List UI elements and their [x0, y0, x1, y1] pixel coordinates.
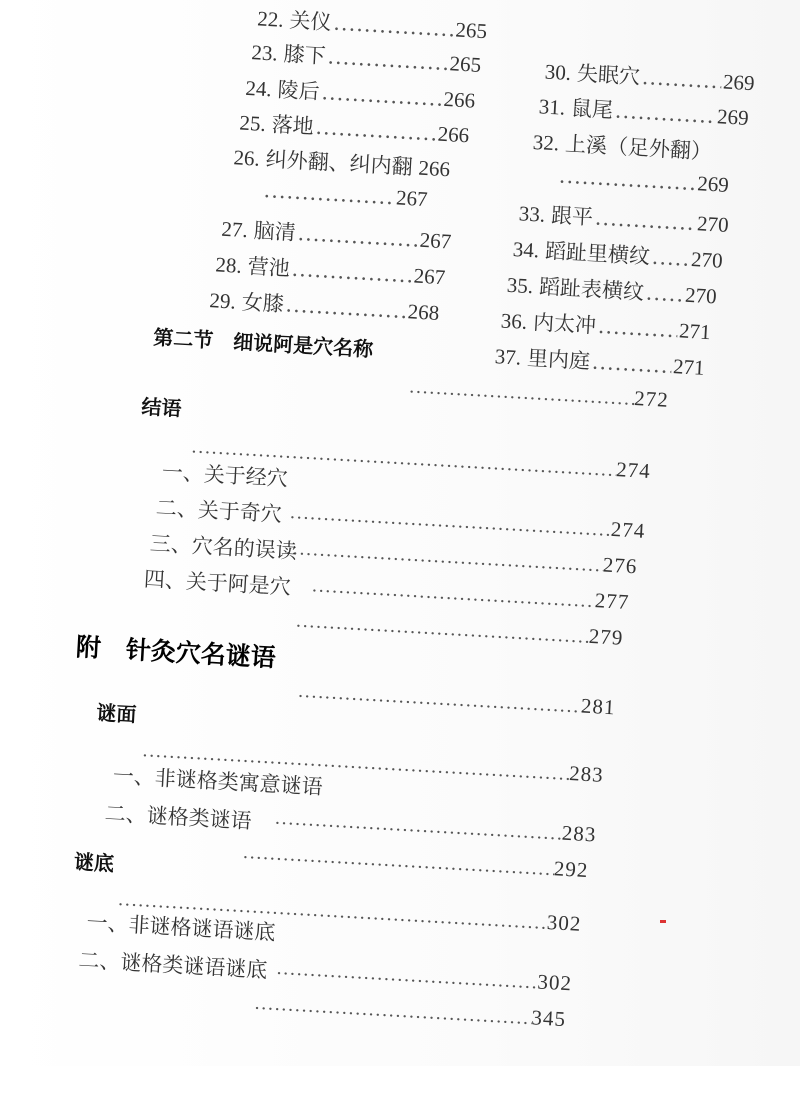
section-heading — [96, 697, 138, 728]
appendix-heading — [75, 627, 277, 674]
entry-number: 24. — [244, 75, 273, 102]
entry-title: 营池 — [247, 254, 291, 281]
entry-page: 277 — [594, 588, 631, 615]
entry-number: 32. — [532, 129, 560, 156]
section-page: 274 — [615, 457, 652, 484]
entry-leader — [254, 990, 567, 1032]
entry-number: 27. — [220, 216, 249, 243]
entry-number: 36. — [500, 308, 528, 334]
entry-page: 270 — [690, 247, 724, 273]
entry-title: 二、关于奇穴 — [155, 495, 283, 527]
entry-title: 四、关于阿是穴 — [143, 566, 292, 600]
toc-entry — [143, 563, 291, 601]
leader-dots — [597, 314, 677, 342]
toc-entry — [512, 233, 723, 275]
entry-number: 37. — [494, 344, 522, 370]
section-title: 第二节 细说阿是穴名称 — [152, 325, 374, 362]
entry-page: 270 — [684, 282, 718, 309]
entry-page: 271 — [678, 318, 712, 345]
entry-title: 里内庭 — [526, 345, 591, 374]
entry-page: 268 — [407, 299, 440, 325]
appendix-page: 281 — [580, 693, 617, 720]
leader-dots — [641, 65, 721, 93]
toc-entry — [518, 197, 729, 239]
entry-title: 蹈趾里横纹 — [544, 238, 651, 269]
entry-page: 267 — [419, 227, 452, 254]
entry-number: 23. — [250, 40, 279, 66]
entry-number: 30. — [544, 59, 572, 85]
leader-dots — [614, 99, 715, 129]
leader-dots — [645, 281, 684, 307]
entry-title: 陵后 — [277, 77, 321, 104]
entry-title: 跟平 — [550, 203, 594, 230]
entry-number: 33. — [518, 201, 546, 227]
leader-dots — [254, 993, 532, 1029]
toc-entry — [221, 213, 452, 256]
entry-page: 266 — [437, 121, 470, 148]
entry-page: 267 — [395, 185, 429, 212]
toc-entry — [500, 304, 711, 346]
entry-leader — [276, 955, 573, 996]
entry-title: 鼠尾 — [570, 96, 614, 123]
entry-page: 292 — [553, 856, 590, 883]
entry-leader — [311, 572, 630, 615]
toc-entry — [161, 456, 288, 493]
section-heading — [141, 391, 183, 422]
entry-page: 279 — [588, 623, 625, 650]
appendix-leader — [297, 678, 616, 721]
toc-entry — [104, 797, 252, 835]
entry-page: 276 — [602, 552, 639, 579]
entry-title: 二、谜格类谜语谜底 — [77, 947, 268, 983]
leader-dots — [333, 11, 454, 42]
section-leader — [408, 373, 669, 412]
section-heading — [73, 846, 115, 877]
entry-page: 345 — [530, 1005, 567, 1032]
section-page: 283 — [568, 760, 605, 787]
toc-entry — [538, 90, 749, 132]
leader-dots — [327, 44, 448, 75]
entry-page: 265 — [449, 51, 482, 77]
section-page: 272 — [633, 386, 670, 412]
toc-entry-continued — [261, 178, 428, 212]
toc-entry — [78, 944, 268, 985]
entry-number: 34. — [512, 237, 540, 263]
entry-page: 267 — [413, 263, 446, 290]
section-title: 谜底 — [73, 849, 115, 876]
leader-dots — [594, 206, 695, 236]
entry-title: 三、穴名的误读 — [149, 531, 298, 564]
entry-title: 上溪（足外翻） — [564, 131, 713, 164]
section-title: 谜面 — [95, 700, 137, 727]
toc-entry-continued — [556, 163, 729, 198]
entry-title: 一、关于经穴 — [161, 459, 289, 491]
entry-title: 关仪 — [288, 8, 333, 35]
entry-page: 302 — [536, 969, 573, 996]
appendix-title: 附 针灸穴名谜语 — [75, 632, 277, 673]
section-page: 302 — [546, 909, 583, 936]
toc-entry — [155, 492, 282, 529]
entry-title: 一、非谜格类寓意谜语 — [112, 763, 324, 800]
entry-leader — [242, 839, 589, 883]
entry-number: 28. — [214, 252, 243, 278]
entry-title: 蹈趾表横纹 — [538, 274, 645, 305]
entry-title: 失眠穴 — [576, 61, 641, 89]
leader-dots — [311, 575, 595, 612]
red-speck — [660, 920, 666, 923]
entry-number: 31. — [538, 94, 566, 120]
entry-number: 35. — [506, 272, 534, 299]
leader-dots — [651, 245, 690, 271]
leader-dots — [315, 115, 436, 146]
leader-dots — [285, 538, 603, 577]
entry-number: 25. — [238, 110, 267, 137]
entry-page: 266 — [417, 155, 451, 182]
entry-page: 274 — [610, 516, 647, 543]
section-title: 结语 — [140, 394, 183, 421]
entry-page: 283 — [561, 820, 598, 847]
toc-entry — [149, 527, 297, 565]
leader-dots — [276, 958, 538, 994]
entry-page: 266 — [443, 86, 476, 113]
entry-title: 一、非谜格谜语谜底 — [85, 910, 277, 945]
leader-dots — [408, 376, 634, 410]
entry-leader — [274, 805, 597, 848]
entry-number: 29. — [208, 288, 237, 314]
entry-title: 内太冲 — [532, 310, 597, 338]
entry-page: 265 — [454, 17, 488, 44]
leader-dots — [321, 80, 442, 111]
leader-dots — [274, 808, 562, 845]
entry-title: 膝下 — [283, 41, 327, 69]
leader-dots — [291, 257, 412, 288]
entry-page: 269 — [722, 69, 756, 96]
leader-dots — [242, 842, 554, 880]
entry-leader — [285, 535, 638, 580]
toc-entry — [232, 141, 451, 182]
leader-dots — [285, 292, 406, 323]
entry-leader — [295, 608, 624, 651]
entry-title: 二、谜格类谜语 — [104, 801, 253, 834]
toc-entry — [506, 269, 717, 311]
entry-page: 270 — [696, 211, 730, 238]
leader-dots — [263, 178, 395, 209]
toc-entry — [209, 284, 440, 327]
entry-number: 26. — [232, 145, 261, 171]
entry-page: 269 — [716, 104, 750, 130]
entry-page: 271 — [672, 354, 706, 380]
entry-number: 22. — [256, 6, 285, 32]
leader-dots — [297, 221, 418, 252]
entry-title: 女膝 — [241, 289, 285, 317]
entry-title: 落地 — [271, 112, 315, 139]
entry-page: 269 — [696, 171, 730, 197]
entry-title: 脑清 — [253, 218, 297, 245]
toc-entry — [215, 248, 446, 291]
leader-dots — [297, 681, 581, 718]
leader-dots — [558, 164, 696, 196]
toc-entry — [532, 126, 743, 168]
leader-dots — [289, 502, 611, 541]
toc-entry — [544, 56, 755, 98]
leader-dots — [295, 610, 589, 647]
entry-title: 纠外翻、纠内翻 — [265, 147, 414, 180]
